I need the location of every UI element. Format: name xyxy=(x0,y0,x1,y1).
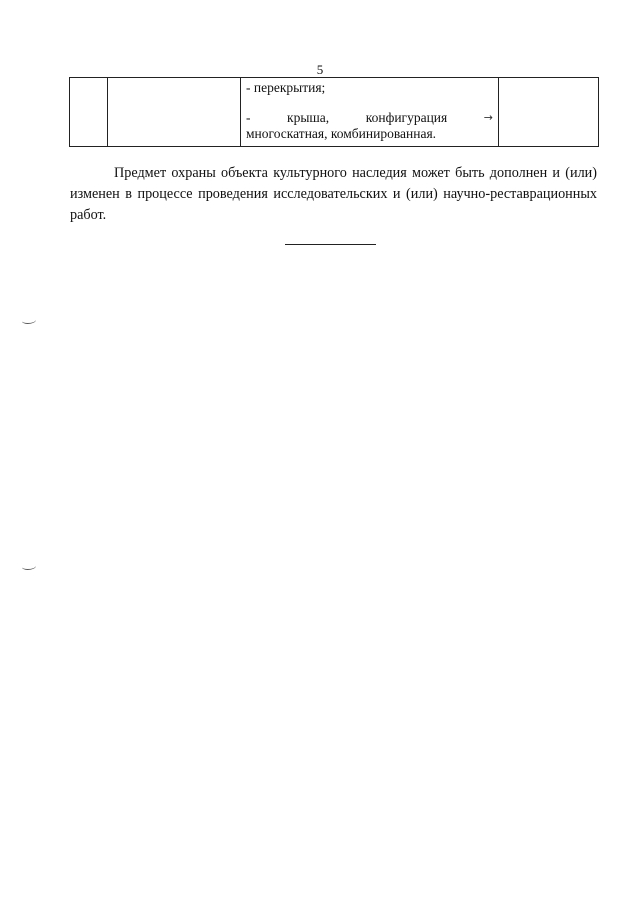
protection-subject-table xyxy=(69,77,599,147)
scan-artifact-mark xyxy=(22,317,36,324)
roof-word: крыша, xyxy=(287,110,330,125)
description-line-roof-type: многоскатная, комбинированная. xyxy=(246,126,437,141)
table-row xyxy=(70,78,599,147)
table-cell-category xyxy=(108,78,241,147)
description-line-roof xyxy=(246,110,493,126)
body-paragraph: Предмет охраны объекта культурного наследия может быть дополнен и (или) изменен в процессе проведения исследовательских и (или) научно-реставрационных работ. xyxy=(70,165,597,223)
scan-artifact-mark xyxy=(22,563,36,570)
roof-dash: - xyxy=(246,110,251,125)
table-cell-notes xyxy=(499,78,599,147)
end-divider xyxy=(285,244,376,245)
page-number: 5 xyxy=(316,62,324,77)
arrow-right-icon: → xyxy=(483,111,493,124)
table-cell-number xyxy=(70,78,108,147)
table-cell-description xyxy=(241,78,499,147)
configuration-word: конфигурация xyxy=(365,110,448,125)
description-line-floors: - перекрытия; xyxy=(246,80,326,95)
